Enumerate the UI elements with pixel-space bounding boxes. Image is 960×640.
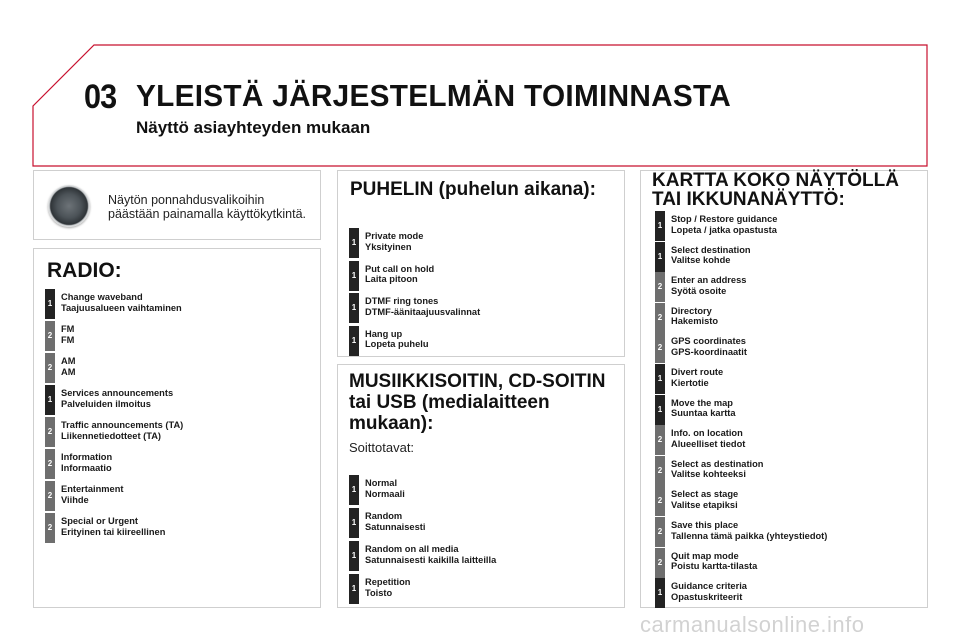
menu-item-label-fi: Opastuskriteerit — [671, 591, 743, 602]
radio-panel — [33, 248, 321, 608]
menu-item-label-fi: Alueelliset tiedot — [671, 438, 746, 449]
menu-item-label-en: FM — [61, 324, 75, 334]
menu-item-text — [365, 296, 480, 317]
menu-item-label-en: Directory — [671, 305, 712, 316]
menu-item-label-en: Enter an address — [671, 275, 747, 286]
intro-text — [108, 193, 306, 221]
level-badge: 1 — [349, 541, 359, 571]
menu-item-label-en: Select as destination — [671, 458, 764, 469]
menu-item-label-fi: Laita pitoon — [365, 274, 418, 284]
intro-panel — [33, 170, 321, 240]
menu-item-text — [671, 520, 827, 541]
chapter-number: 03 — [84, 78, 117, 116]
level-badge: 2 — [655, 456, 665, 486]
menu-item-text — [365, 329, 429, 350]
menu-item-label-fi: Normaali — [365, 488, 405, 499]
menu-item-text — [61, 516, 165, 537]
menu-item-text — [671, 428, 745, 449]
menu-item-label-en: Guidance criteria — [671, 581, 747, 592]
menu-item-label-en: Select as stage — [671, 489, 739, 500]
menu-item-label-fi: Hakemisto — [671, 316, 719, 327]
level-badge: 1 — [655, 211, 665, 241]
menu-item-label-fi: Kiertotie — [671, 377, 709, 388]
menu-item-label-en: Repetition — [365, 577, 411, 587]
music-note: Soittotavat: — [349, 440, 415, 455]
level-badge: 2 — [655, 333, 665, 363]
menu-item-label-fi: Toisto — [365, 587, 393, 598]
level-badge: 1 — [45, 289, 55, 319]
music-title-line: tai USB (medialaitteen — [349, 392, 550, 413]
level-badge: 2 — [655, 303, 665, 333]
level-badge: 2 — [45, 417, 55, 447]
menu-item-label-fi: Lopeta / jatka opastusta — [671, 224, 777, 235]
radio-title: RADIO: — [47, 259, 122, 282]
level-badge: 2 — [45, 321, 55, 351]
menu-item-label-fi: Yksityinen — [365, 241, 412, 252]
menu-item-text — [61, 452, 112, 473]
control-knob-icon — [48, 185, 90, 227]
menu-item-label-fi: Informaatio — [61, 462, 112, 473]
map-panel — [640, 170, 928, 608]
menu-item-label-fi: Poistu kartta-tilasta — [671, 561, 758, 572]
music-title-line: mukaan): — [349, 413, 434, 434]
menu-item-text — [365, 511, 425, 532]
menu-item-text — [671, 581, 747, 602]
phone-panel — [337, 170, 625, 357]
map-title-line: KARTTA KOKO NÄYTÖLLÄ — [652, 170, 899, 191]
level-badge: 2 — [655, 272, 665, 302]
menu-item-label-fi: Suuntaa kartta — [671, 408, 736, 419]
level-badge: 1 — [45, 385, 55, 415]
menu-item-label-fi: Syötä osoite — [671, 285, 727, 296]
level-badge: 1 — [655, 242, 665, 272]
menu-item-label-en: Stop / Restore guidance — [671, 214, 778, 224]
menu-item-text — [365, 231, 423, 252]
menu-item-text — [671, 398, 736, 419]
menu-item-label-en: Select destination — [671, 244, 751, 255]
menu-item-label-fi: Satunnaisesti — [365, 521, 426, 532]
menu-item-label-fi: AM — [61, 366, 76, 377]
intro-text-line: Näytön ponnahdusvalikoihin — [108, 193, 265, 207]
menu-item-text — [671, 336, 747, 357]
menu-item-label-en: Hang up — [365, 328, 403, 339]
menu-item-label-fi: Lopeta puhelu — [365, 339, 429, 349]
menu-item-text — [365, 264, 434, 285]
menu-item-label-en: Divert route — [671, 367, 724, 377]
menu-item-label-en: Information — [61, 452, 113, 462]
phone-title: PUHELIN (puhelun aikana): — [350, 179, 596, 200]
menu-item-label-fi: Viihde — [61, 494, 89, 505]
level-badge: 1 — [349, 228, 359, 258]
menu-item-label-en: Services announcements — [61, 388, 174, 398]
menu-item-label-en: Traffic announcements (TA) — [61, 420, 184, 430]
menu-item-text — [671, 459, 763, 480]
menu-item-label-en: GPS coordinates — [671, 336, 746, 347]
level-badge: 2 — [45, 353, 55, 383]
menu-item-text — [61, 356, 75, 377]
menu-item-label-en: Private mode — [365, 231, 424, 241]
menu-item-label-fi: Palveluiden ilmoitus — [61, 398, 151, 409]
level-badge: 2 — [655, 486, 665, 516]
menu-item-text — [365, 577, 410, 598]
menu-item-label-fi: Erityinen tai kiireellinen — [61, 526, 166, 537]
map-title — [652, 171, 899, 209]
page-subtitle: Näyttö asiayhteyden mukaan — [136, 118, 371, 137]
menu-item-label-en: Random — [365, 511, 403, 521]
menu-item-label-fi: FM — [61, 334, 75, 345]
menu-item-label-en: Change waveband — [61, 292, 143, 302]
intro-text-line: päästään painamalla käyttökytkintä. — [108, 207, 307, 221]
level-badge: 1 — [349, 326, 359, 356]
watermark: carmanualsonline.info — [640, 612, 865, 637]
menu-item-text — [61, 324, 74, 345]
menu-item-label-fi: Taajuusalueen vaihtaminen — [61, 302, 182, 313]
level-badge: 1 — [655, 364, 665, 394]
menu-item-label-en: DTMF ring tones — [365, 296, 439, 306]
menu-item-text — [671, 367, 723, 388]
level-badge: 2 — [655, 517, 665, 547]
menu-item-text — [61, 388, 173, 409]
music-panel — [337, 364, 625, 608]
menu-item-text — [671, 489, 738, 510]
menu-item-text — [671, 551, 757, 572]
menu-item-text — [61, 420, 183, 441]
level-badge: 1 — [349, 293, 359, 323]
menu-item-label-en: Quit map mode — [671, 550, 739, 561]
menu-item-text — [671, 245, 751, 266]
menu-item-text — [61, 484, 124, 505]
level-badge: 1 — [349, 261, 359, 291]
menu-item-text — [365, 544, 496, 565]
menu-item-text — [61, 292, 182, 313]
menu-item-label-en: Entertainment — [61, 484, 124, 494]
menu-item-label-en: Special or Urgent — [61, 516, 138, 526]
menu-item-label-en: Normal — [365, 478, 398, 488]
menu-item-text — [671, 306, 718, 327]
menu-item-label-fi: Liikennetiedotteet (TA) — [61, 430, 162, 441]
page-title: YLEISTÄ JÄRJESTELMÄN TOIMINNASTA — [136, 78, 732, 113]
menu-item-label-fi: DTMF-äänitaajuusvalinnat — [365, 306, 481, 317]
menu-item-label-fi: Tallenna tämä paikka (yhteystiedot) — [671, 530, 828, 541]
menu-item-label-en: AM — [61, 356, 76, 366]
level-badge: 2 — [45, 449, 55, 479]
menu-item-label-en: Info. on location — [671, 428, 743, 439]
menu-item-text — [671, 275, 746, 296]
map-title-line: TAI IKKUNANÄYTTÖ: — [652, 189, 845, 210]
music-title — [349, 371, 606, 434]
level-badge: 2 — [45, 481, 55, 511]
level-badge: 1 — [349, 508, 359, 538]
menu-item-label-en: Random on all media — [365, 544, 459, 554]
menu-item-label-fi: GPS-koordinaatit — [671, 346, 747, 357]
menu-item-label-fi: Valitse kohde — [671, 255, 731, 266]
level-badge: 1 — [655, 578, 665, 608]
level-badge: 2 — [655, 425, 665, 455]
level-badge: 1 — [349, 475, 359, 505]
menu-item-label-en: Put call on hold — [365, 263, 435, 274]
level-badge: 2 — [45, 513, 55, 543]
level-badge: 1 — [655, 395, 665, 425]
menu-item-label-fi: Satunnaisesti kaikilla laitteilla — [365, 554, 497, 565]
menu-item-label-fi: Valitse etapiksi — [671, 499, 738, 510]
menu-item-label-fi: Valitse kohteeksi — [671, 469, 746, 480]
menu-item-label-en: Save this place — [671, 520, 739, 530]
music-title-line: MUSIIKKISOITIN, CD-SOITIN — [349, 371, 606, 392]
menu-item-label-en: Move the map — [671, 397, 733, 408]
menu-item-text — [671, 214, 777, 235]
level-badge: 1 — [349, 574, 359, 604]
menu-item-text — [365, 478, 405, 499]
level-badge: 2 — [655, 548, 665, 578]
